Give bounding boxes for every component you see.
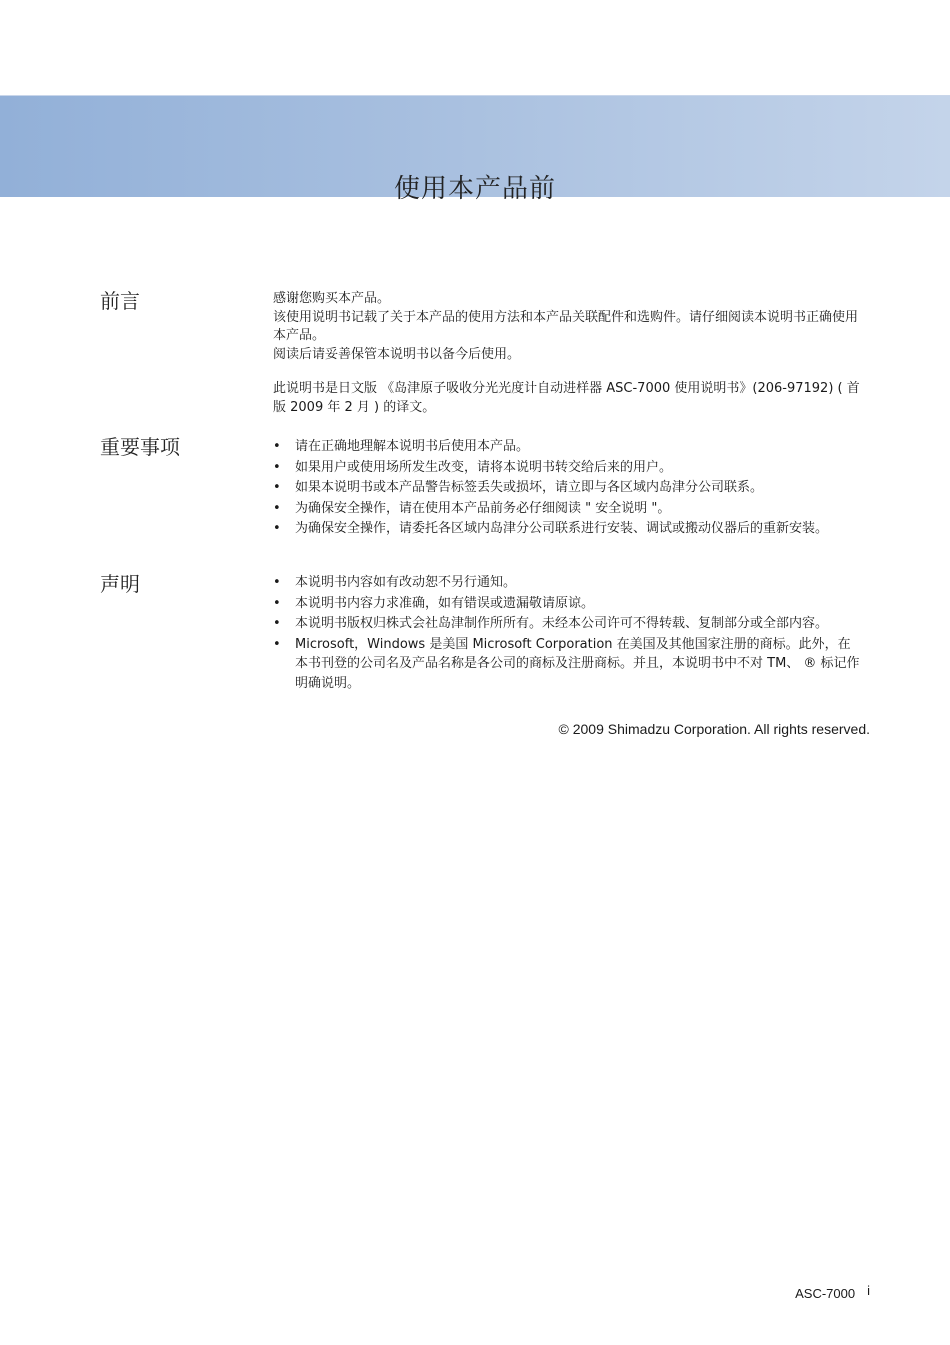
preface-line: 阅读后请妥善保管本说明书以备今后使用。 <box>273 346 521 362</box>
preface-heading: 前言 <box>100 289 140 313</box>
copyright-notice: © 2009 Shimadzu Corporation. All rights reserved. <box>558 721 870 737</box>
list-item: • Microsoft，Windows 是美国 Microsoft Corporation 在美国及其他国家注册的商标。此外，在本书刊登的公司名及产品名称是各公司的商标及注册商标。并且，本说明书中不对 TM、 ® 标记作明确说明。 <box>273 635 863 694</box>
page-number: i <box>867 1283 870 1298</box>
statement-heading: 声明 <box>100 572 140 596</box>
page-title: 使用本产品前 <box>393 174 556 204</box>
list-item: • 为确保安全操作，请委托各区域内岛津分公司联系进行安装、调试或搬动仪器后的重新安装。 <box>273 519 863 539</box>
page-footer <box>795 1283 870 1301</box>
important-heading: 重要事项 <box>100 435 180 459</box>
preface-body <box>273 290 863 417</box>
list-item: • 请在正确地理解本说明书后使用本产品。 <box>273 437 863 457</box>
important-list <box>273 437 863 540</box>
list-item: • 为确保安全操作，请在使用本产品前务必仔细阅读 " 安全说明 "。 <box>273 499 863 519</box>
preface-line: 该使用说明书记载了关于本产品的使用方法和本产品关联配件和选购件。请仔细阅读本说明书正确使用本产品。 <box>273 309 859 343</box>
preface-line: 感谢您购买本产品。 <box>273 291 391 306</box>
list-item: • 本说明书内容如有改动恕不另行通知。 <box>273 573 863 593</box>
translation-note: 此说明书是日文版 《岛津原子吸收分光光度计自动进样器 ASC-7000 使用说明书》(206-97192) ( 首版 2009 年 2 月 ) 的译文。 <box>273 381 860 415</box>
list-item: • 如果本说明书或本产品警告标签丢失或损坏，请立即与各区域内岛津分公司联系。 <box>273 478 863 498</box>
statement-list <box>273 573 863 694</box>
footer-model: ASC-7000 <box>795 1286 856 1301</box>
list-item: • 如果用户或使用场所发生改变，请将本说明书转交给后来的用户。 <box>273 458 863 478</box>
list-item: • 本说明书版权归株式会社岛津制作所所有。未经本公司许可不得转载、复制部分或全部内容。 <box>273 614 863 634</box>
list-item: • 本说明书内容力求准确，如有错误或遗漏敬请原谅。 <box>273 594 863 614</box>
